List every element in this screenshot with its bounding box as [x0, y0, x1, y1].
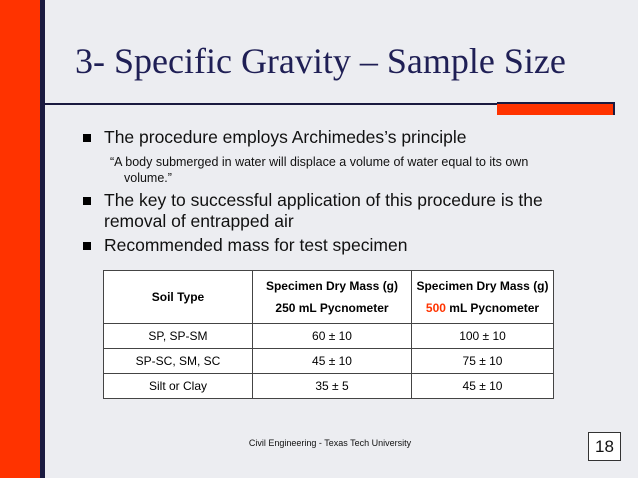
table-header-row — [104, 271, 554, 324]
slide-title: 3- Specific Gravity – Sample Size — [75, 41, 566, 81]
table-row — [104, 324, 554, 349]
cell-mass-500: 100 ± 10 — [412, 324, 554, 349]
bullet-text: Recommended mass for test specimen — [104, 235, 408, 255]
bullet-recommended-mass — [83, 235, 603, 256]
bullet-archimedes — [83, 127, 603, 148]
table-row — [104, 374, 554, 399]
sub-bullet-quote — [110, 154, 580, 186]
cell-mass-250: 45 ± 10 — [253, 349, 412, 374]
bullet-entrapped-air — [83, 190, 603, 232]
cell-soil: SP, SP-SM — [104, 324, 253, 349]
header-500ml — [412, 271, 554, 324]
cell-mass-500: 75 ± 10 — [412, 349, 554, 374]
header-250ml-line-1: Specimen Dry Mass (g) — [265, 279, 399, 293]
title-accent-block — [497, 102, 615, 115]
quote-line-1: “A body submerged in water will displace a volume of water equal to its own — [110, 155, 529, 169]
specimen-mass-table — [103, 270, 554, 399]
bullet-text-line-1: The key to successful application of this procedure is the — [104, 190, 543, 210]
header-250ml-line-2: 250 mL Pycnometer — [275, 301, 389, 315]
header-soil-type: Soil Type — [104, 271, 253, 324]
footer-text: Civil Engineering - Texas Tech University — [248, 438, 412, 448]
square-bullet-icon — [83, 197, 91, 205]
quote-line-2: volume.” — [124, 171, 172, 185]
bullet-text-line-2: removal of entrapped air — [104, 211, 294, 231]
header-500ml-unit: mL Pycnometer — [445, 301, 540, 315]
page-number: 18 — [588, 432, 621, 461]
cell-soil: SP-SC, SM, SC — [104, 349, 253, 374]
cell-mass-500: 45 ± 10 — [412, 374, 554, 399]
bullet-text: The procedure employs Archimedes’s principle — [104, 127, 467, 147]
table-row — [104, 349, 554, 374]
cell-mass-250: 60 ± 10 — [253, 324, 412, 349]
cell-soil: Silt or Clay — [104, 374, 253, 399]
square-bullet-icon — [83, 134, 91, 142]
left-accent-bar — [0, 0, 40, 478]
header-500ml-line-1: Specimen Dry Mass (g) — [416, 279, 549, 293]
cell-mass-250: 35 ± 5 — [253, 374, 412, 399]
left-divider-line — [40, 0, 45, 478]
square-bullet-icon — [83, 242, 91, 250]
header-250ml — [253, 271, 412, 324]
header-500ml-volume: 500 — [425, 301, 446, 315]
